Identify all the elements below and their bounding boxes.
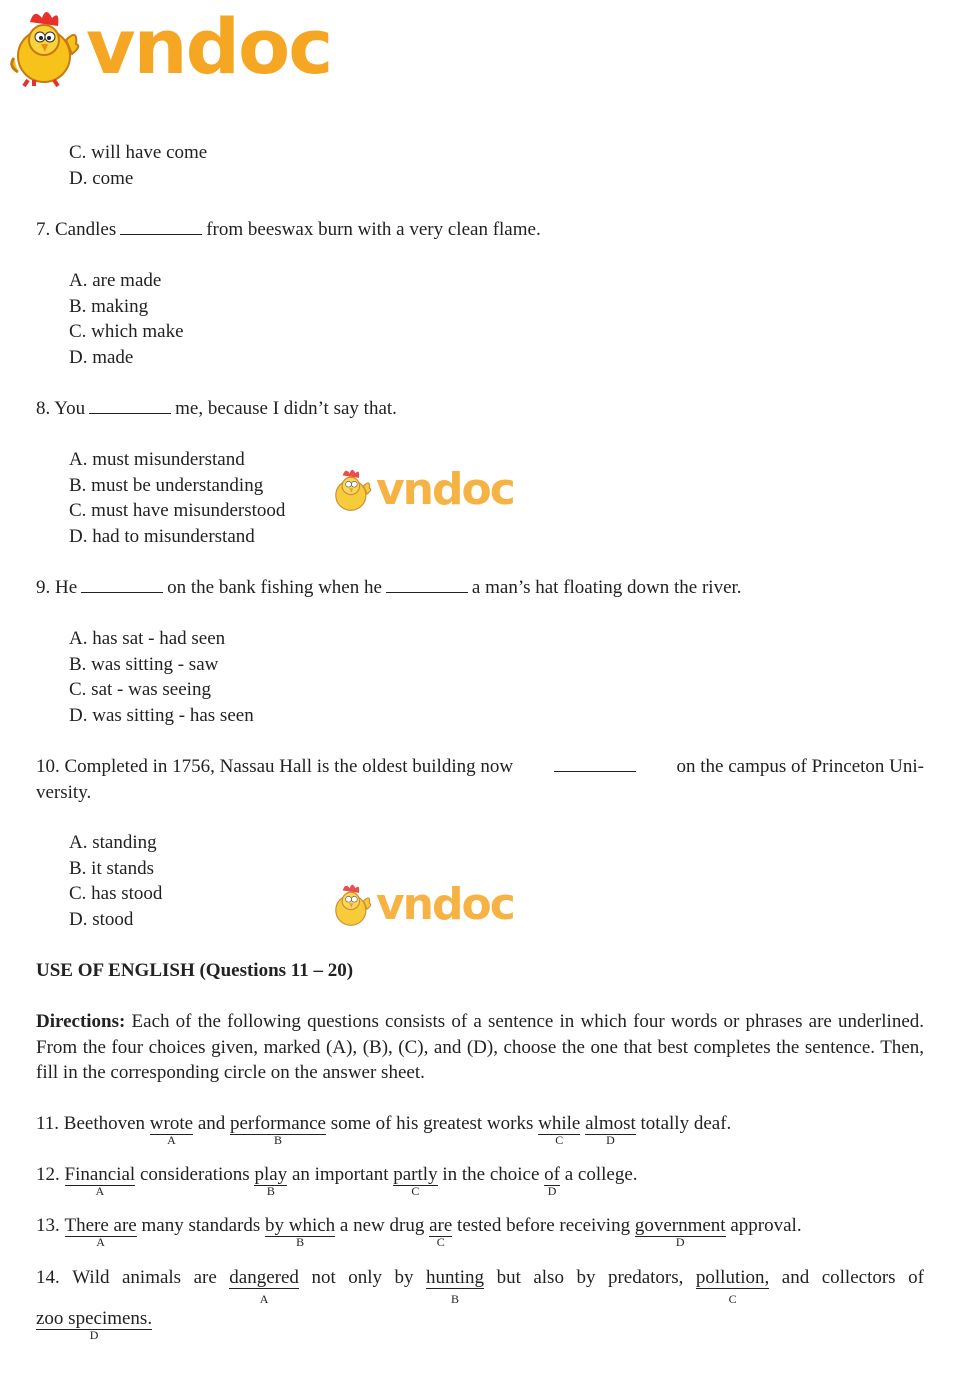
q10-stem [36,756,924,778]
q12-choice-b [254,1164,288,1198]
q11-choice-d [585,1113,636,1147]
q12-choice-d [544,1164,560,1198]
q10-stem-b: on the campus of Princeton Uni- [676,756,924,777]
q11-choice-b [230,1113,326,1147]
q14-text: collectors [821,1267,896,1288]
underlined-word: government [634,1215,726,1236]
q9-option-c: C. sat - was seeing [69,679,211,700]
q12-text: a college. [564,1164,638,1185]
q11-text: and [197,1113,226,1134]
q9-stem [36,577,742,599]
label-c: C [436,1235,445,1249]
underlined-word: performance [230,1113,326,1134]
label-d: D [675,1235,685,1249]
q14-choice-d [36,1308,153,1342]
q13-choice-b [264,1215,336,1249]
q14-text: Wild [72,1267,110,1288]
underlined-word: play [254,1164,288,1185]
label-b: B [273,1133,282,1147]
watermark-text: vndoc [376,879,514,930]
q13-text: a new drug [339,1215,425,1236]
blank [81,579,163,593]
q12-text: considerations [139,1164,250,1185]
q7-option-b: B. making [69,296,149,317]
q13 [36,1215,802,1249]
q6-option-c: C. will have come [69,142,208,163]
q11-choice-c [538,1113,581,1147]
q7-stem [36,219,541,241]
q11 [36,1113,732,1147]
underlined-word: There are [64,1215,137,1236]
q14-choice-a [229,1267,299,1306]
q11-text: 11. Beethoven [36,1113,146,1134]
underlined-word: zoo specimens. [36,1308,153,1329]
q14-text: only [348,1267,382,1288]
underlined-word: are [429,1215,453,1236]
q14-text: 14. [36,1267,60,1288]
q8-stem [36,398,397,420]
chicken-mascot-icon [330,466,374,514]
label-c: C [411,1184,420,1198]
directions-label: Directions: [36,1011,126,1032]
q12-text: 12. [36,1164,60,1185]
q10-option-b: B. it stands [69,858,154,879]
underlined-word: hunting [426,1267,485,1288]
q12-choice-c [393,1164,438,1198]
q10-option-c: C. has stood [69,883,163,904]
q12 [36,1164,638,1198]
label-a: A [95,1184,105,1198]
q14-text: not [311,1267,336,1288]
q8-option-d: D. had to misunderstand [69,526,255,547]
q14-line2 [36,1308,153,1342]
q7-option-d: D. made [69,347,134,368]
q10-stem-c: versity. [36,782,92,803]
q11-text: totally deaf. [640,1113,732,1134]
q14-text: predators, [607,1267,684,1288]
blank [386,579,468,593]
q14 [36,1267,924,1306]
underlined-word: Financial [64,1164,136,1185]
underlined-word: partly [393,1164,438,1185]
underlined-word: pollution, [695,1267,770,1288]
q8-option-b: B. must be understanding [69,475,264,496]
q14-choice-b [426,1267,485,1306]
label-c: C [555,1133,564,1147]
label-a: A [96,1235,105,1249]
vndoc-watermark [330,881,514,929]
q14-text: of [908,1267,924,1288]
q9-stem-c: a man’s hat floating down the river. [471,577,742,598]
underlined-word: almost [585,1113,636,1134]
q14-text: by [394,1267,414,1288]
q14-text: and [781,1267,810,1288]
q11-choice-a [149,1113,194,1147]
label-b: B [266,1184,275,1198]
q14-choice-c [695,1267,770,1306]
q8-stem-b: me, because I didn’t say that. [175,398,397,419]
label-d: D [89,1328,99,1342]
watermark-text: vndoc [376,464,514,515]
q13-text: many standards [141,1215,261,1236]
q10-option-a: A. standing [69,832,157,853]
q9-stem-b: on the bank fishing when he [167,577,382,598]
label-b: B [296,1235,305,1249]
q13-text: tested before receiving [457,1215,631,1236]
q14-text: also [533,1267,564,1288]
label-b: B [451,1292,460,1306]
q14-text: by [576,1267,596,1288]
blank [120,221,202,235]
q13-text: approval. [730,1215,802,1236]
q8-stem-a: 8. You [36,398,86,419]
q9-option-a: A. has sat - had seen [69,628,226,649]
q14-text: are [193,1267,217,1288]
underlined-word: dangered [229,1267,299,1288]
q10-stem-a: 10. Completed in 1756, Nassau Hall is the oldest building now [36,756,514,777]
q7-option-a: A. are made [69,270,162,291]
underlined-word: by which [264,1215,336,1236]
chicken-mascot-icon [330,881,374,929]
label-c: C [728,1292,737,1306]
q8-option-c: C. must have misunderstood [69,500,286,521]
q9-option-b: B. was sitting - saw [69,654,219,675]
q11-text: some of his greatest works [330,1113,534,1134]
section-title: USE OF ENGLISH (Questions 11 – 20) [36,960,354,981]
blank [554,758,636,772]
q14-text: animals [121,1267,182,1288]
q7-option-c: C. which make [69,321,184,342]
logo-text: vndoc [86,2,332,91]
q13-choice-c [429,1215,453,1249]
label-a: A [259,1292,269,1306]
chicken-mascot-icon [8,6,84,88]
vndoc-logo [8,2,332,91]
q9-stem-a: 9. He [36,577,78,598]
q12-text: in the choice [442,1164,540,1185]
q12-choice-a [64,1164,136,1198]
q7-stem-b: from beeswax burn with a very clean flame. [206,219,541,240]
underlined-word: wrote [149,1113,194,1134]
label-d: D [547,1184,557,1198]
blank [89,400,171,414]
label-d: D [606,1133,615,1147]
q10-option-d: D. stood [69,909,134,930]
q14-text: but [496,1267,521,1288]
directions-text: Each of the following questions consists of a sentence in which four words or phrases are underlined. From the four choices given, marked (A), (B), (C), and (D), choose the one that best completes the sentence. Then, fill in the corresponding circle on the answer sheet. [36,1011,925,1083]
q7-stem-a: 7. Candles [36,219,117,240]
q12-text: an important [291,1164,389,1185]
q13-text: 13. [36,1215,60,1236]
vndoc-watermark [330,466,514,514]
underlined-word: while [538,1113,581,1134]
underlined-word: of [544,1164,560,1185]
label-a: A [167,1133,176,1147]
q13-choice-d [634,1215,726,1249]
directions [36,1009,924,1086]
q6-option-d: D. come [69,168,134,189]
q13-choice-a [64,1215,137,1249]
q8-option-a: A. must misunderstand [69,449,245,470]
q9-option-d: D. was sitting - has seen [69,705,254,726]
